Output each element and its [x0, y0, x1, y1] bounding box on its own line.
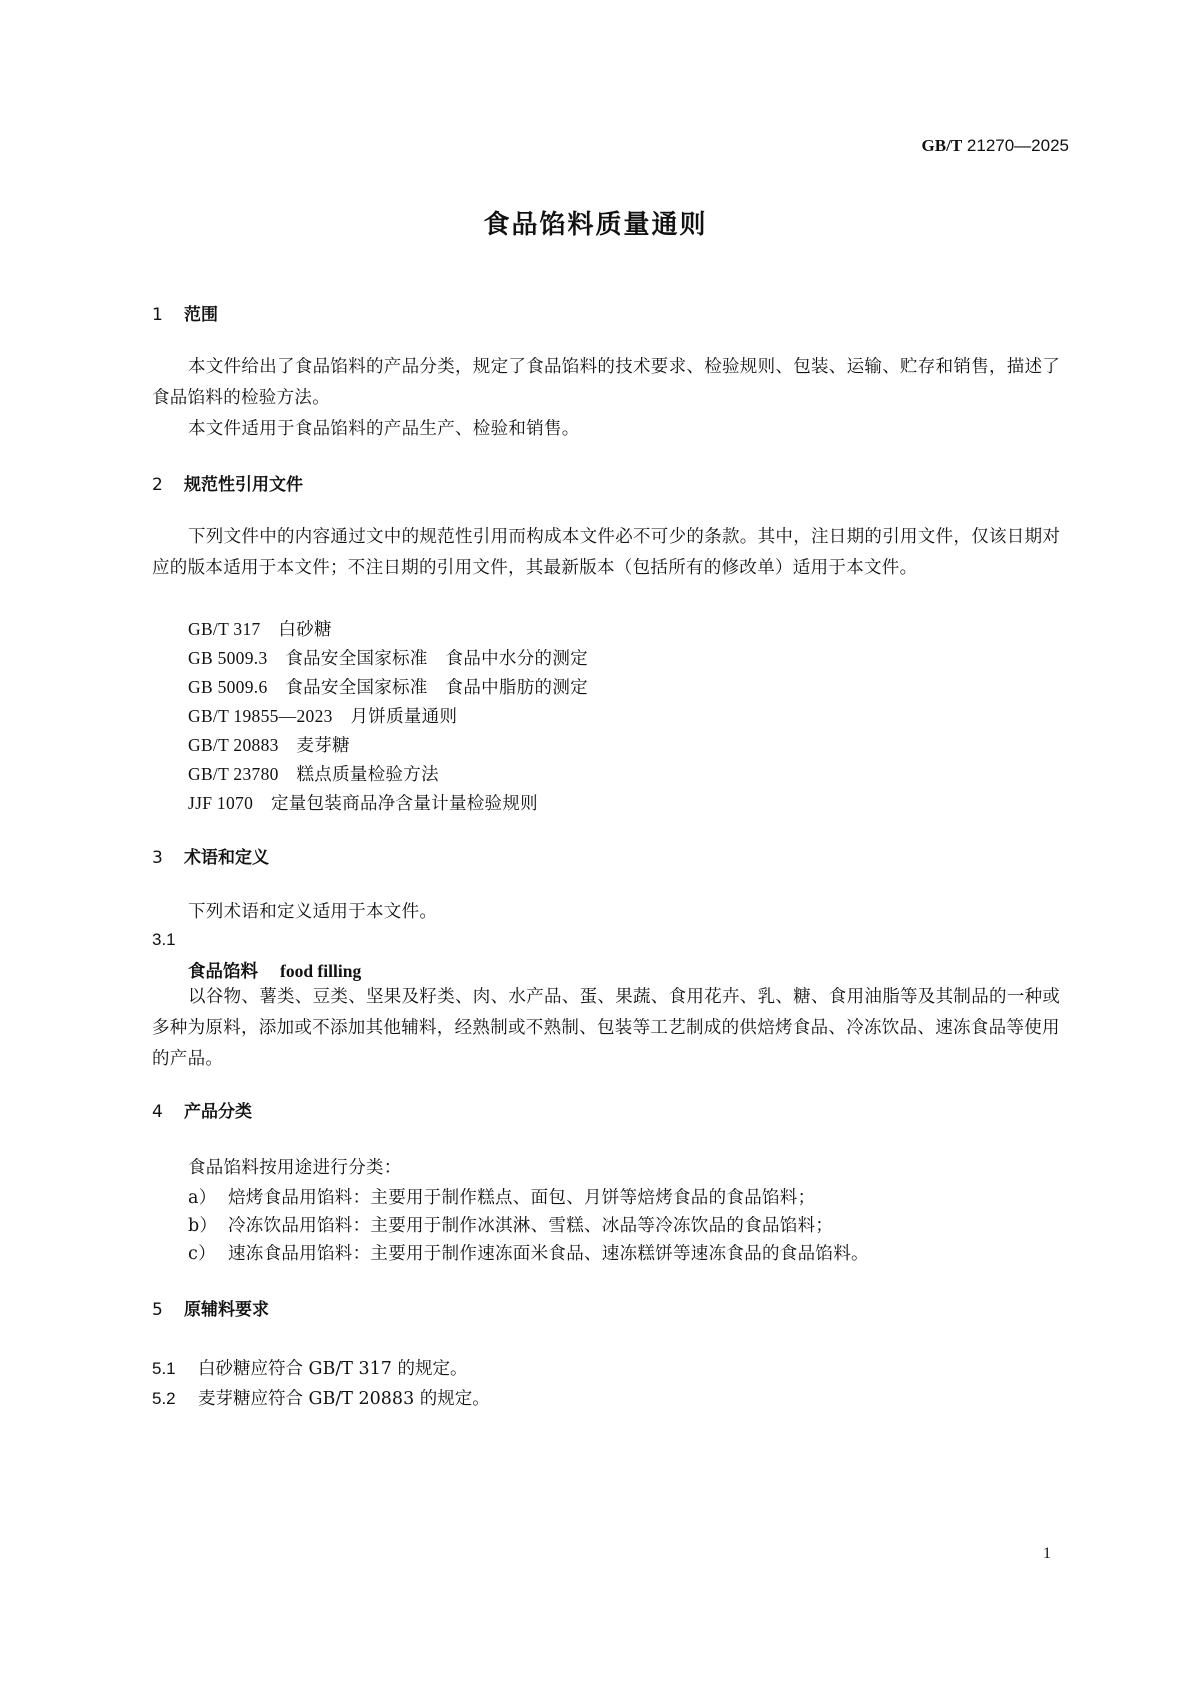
reference-code: JJF 1070	[188, 793, 254, 813]
term-number: 3.1	[152, 930, 176, 949]
section-title: 产品分类	[184, 1102, 252, 1122]
standard-code	[922, 136, 1069, 156]
reference-code: GB 5009.3	[188, 648, 268, 668]
reference-title: 食品安全国家标准 食品中水分的测定	[285, 649, 588, 669]
term-en: food filling	[280, 961, 362, 981]
section-heading-scope	[152, 300, 218, 325]
section-number: 4	[152, 1102, 163, 1122]
reference-code: GB/T 19855—2023	[188, 706, 333, 726]
section-heading-product-classification	[152, 1097, 252, 1122]
reference-code: GB/T 317	[188, 619, 261, 639]
term-definition: 以谷物、薯类、豆类、坚果及籽类、肉、水产品、蛋、果蔬、食用花卉、乳、糖、食用油脂等及其制品的一种或多种为原料，添加或不添加其他辅料，经熟制或不熟制、包装等工艺制成的供焙烤食品、冷冻饮品、速冻食品等使用的产品。	[152, 987, 1061, 1069]
reference-item	[188, 616, 332, 641]
list-item	[188, 1184, 815, 1209]
reference-title: 糕点质量检验方法	[296, 765, 439, 785]
standard-prefix: GB/T	[921, 136, 963, 155]
section-heading-normative-references	[152, 470, 303, 495]
reference-item	[188, 790, 538, 815]
paragraph-scope-2: 本文件适用于食品馅料的产品生产、检验和销售。	[188, 419, 580, 439]
list-text: 焙烤食品用馅料：主要用于制作糕点、面包、月饼等焙烤食品的食品馅料；	[228, 1188, 816, 1208]
section-heading-raw-materials	[152, 1295, 269, 1320]
reference-title: 麦芽糖	[296, 736, 350, 756]
section-title: 原辅料要求	[184, 1300, 269, 1320]
reference-item	[188, 674, 588, 699]
term-zh: 食品馅料	[188, 962, 258, 982]
list-item	[188, 1240, 869, 1265]
list-label: b）	[188, 1216, 218, 1236]
reference-item	[188, 761, 439, 786]
reference-code: GB/T 23780	[188, 764, 279, 784]
paragraph-references-intro: 下列文件中的内容通过文中的规范性引用而构成本文件必不可少的条款。其中，注日期的引用文件，仅该日期对应的版本适用于本文件；不注日期的引用文件，其最新版本（包括所有的修改单）适用于本文件。	[152, 527, 1061, 578]
reference-code: GB 5009.6	[188, 677, 268, 697]
section-number: 3	[152, 848, 163, 868]
clause-text: 白砂糖应符合 GB/T 317 的规定。	[198, 1359, 468, 1379]
list-label: a）	[188, 1188, 217, 1208]
list-label: c）	[188, 1244, 216, 1264]
clause-item	[152, 1385, 490, 1410]
paragraph-classification-intro: 食品馅料按用途进行分类：	[188, 1158, 402, 1178]
section-title: 术语和定义	[184, 848, 269, 868]
section-heading-terms-definitions	[152, 843, 269, 868]
clause-item	[152, 1355, 468, 1380]
reference-title: 白砂糖	[278, 620, 332, 640]
paragraph-scope-1: 本文件给出了食品馅料的产品分类，规定了食品馅料的技术要求、检验规则、包装、运输、贮存和销售，描述了食品馅料的检验方法。	[152, 357, 1061, 408]
document-title: 食品馅料质量通则	[483, 210, 708, 240]
paragraph-terms-intro: 下列术语和定义适用于本文件。	[188, 902, 438, 922]
section-number: 2	[152, 475, 163, 495]
clause-number: 5.2	[152, 1389, 176, 1408]
reference-item	[188, 732, 350, 757]
list-text: 冷冻饮品用馅料：主要用于制作冰淇淋、雪糕、冰品等冷冻饮品的食品馅料；	[228, 1216, 834, 1236]
clause-number: 5.1	[152, 1359, 176, 1378]
clause-text: 麦芽糖应符合 GB/T 20883 的规定。	[198, 1389, 490, 1409]
reference-item	[188, 703, 457, 728]
list-text: 速冻食品用馅料：主要用于制作速冻面米食品、速冻糕饼等速冻食品的食品馅料。	[228, 1244, 869, 1264]
reference-item	[188, 645, 588, 670]
section-title: 规范性引用文件	[184, 475, 303, 495]
reference-title: 食品安全国家标准 食品中脂肪的测定	[285, 678, 588, 698]
section-number: 1	[152, 305, 163, 325]
page-number: 1	[1043, 1545, 1051, 1562]
term-heading	[188, 958, 361, 983]
reference-title: 定量包装商品净含量计量检验规则	[270, 794, 538, 814]
reference-code: GB/T 20883	[188, 735, 279, 755]
section-number: 5	[152, 1300, 163, 1320]
reference-title: 月饼质量通则	[350, 707, 458, 727]
standard-number: 21270—2025	[966, 136, 1069, 155]
section-title: 范围	[184, 305, 218, 325]
list-item	[188, 1212, 833, 1237]
